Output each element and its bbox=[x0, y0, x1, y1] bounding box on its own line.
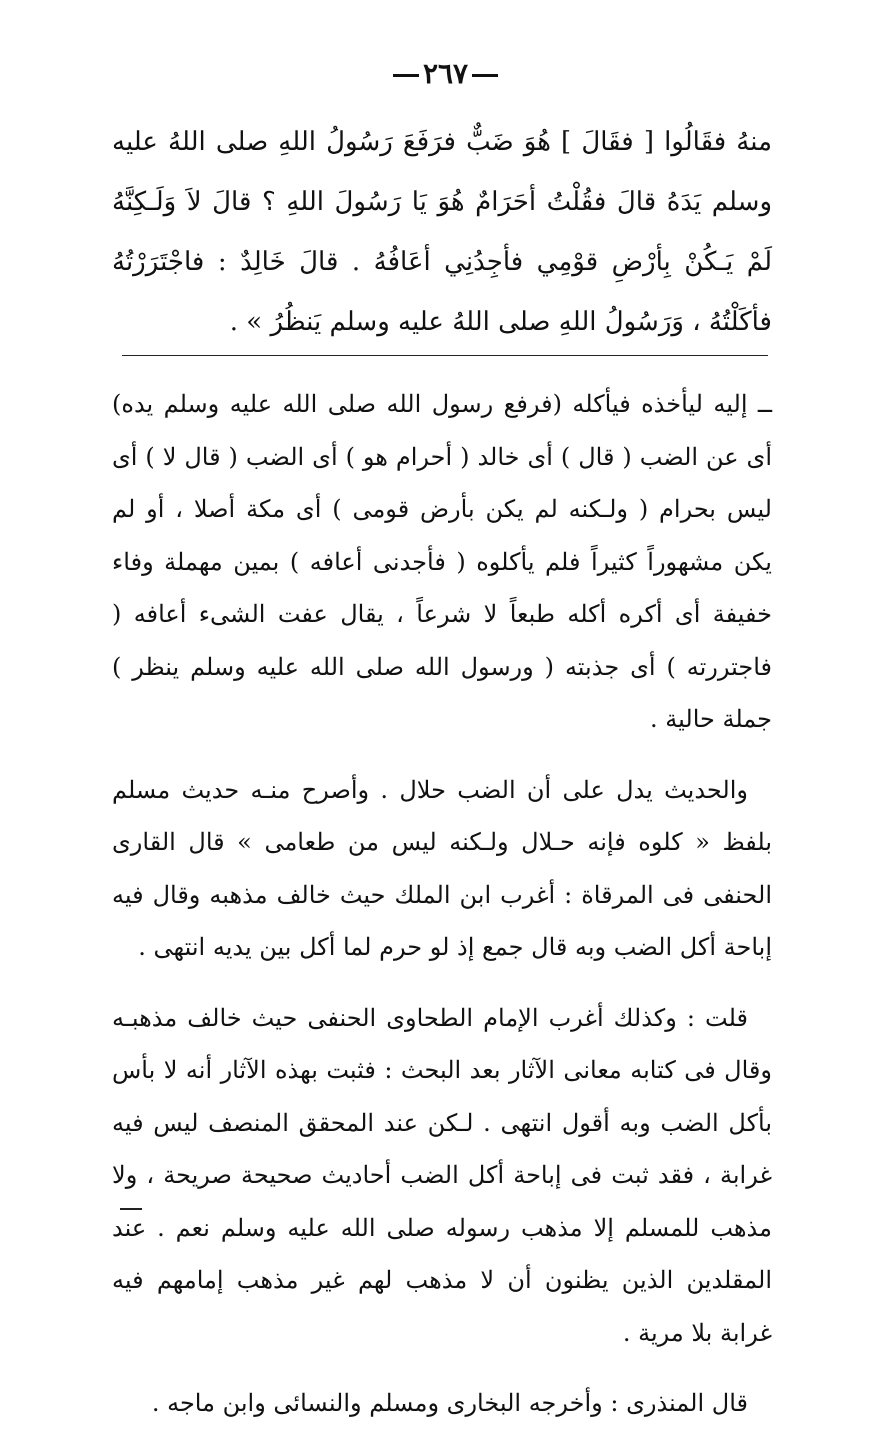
commentary-paragraph-2: والحديث يدل على أن الضب حلال . وأصرح منـه حديث مسلم بلفظ « كلوه فإنه حـلال ولـكنه ليس من طعامى » قال القارى الحنفى فى المرقاة : أغرب ابن الملك حيث خالف مذهبه وقال فيه إباحة أكل الضب وبه قال جمع إذ لو حرم لما أكل بين يديه انتهى . bbox=[112, 775, 772, 961]
commentary-paragraph-3: قلت : وكذلك أغرب الإمام الطحاوى الحنفى حيث خالف مذهبـه وقال فى كتابه معانى الآثار بعد البحث : فثبت بهذه الآثار أنه لا بأس بأكل الضب وبه أقول انتهى . لـكن عند المحقق المنصف ليس فيه غرابة ، فقد ثبت فى إباحة أكل الضب أحاديث صحيحة صريحة ، ولا مذهب للمسلم إلا مذهب رسوله صلى الله عليه وسلم نعم . عند المقلدين الذين يظنون أن لا مذهب لهم غير مذهب إمامهم فيه غرابة بلا مرية . bbox=[112, 1003, 772, 1347]
commentary-paragraph-1: ــ إليه ليأخذه فيأكله (فرفع رسول الله صلى الله عليه وسلم يده) أى عن الضب ( قال ) أى خالد ( أحرام هو ) أى الضب ( قال لا ) أى ليس بحرام ( ولـكنه لم يكن بأرض قومى ) أى مكة أصلا ، أو لم يكن مشهوراً كثيراً فلم يأكلوه ( فأجدنى أعافه ) بمين مهملة وفاء خفيفة أى أكره أكله طبعاً لا شرعاً ، يقال عفت الشىء أعافه ( فاجتررته ) أى جذبته ( ورسول الله صلى الله عليه وسلم ينظر ) جملة حالية . bbox=[112, 390, 772, 733]
commentary-block bbox=[112, 378, 772, 1430]
commentary-paragraph-4: قال المنذرى : وأخرجه البخارى ومسلم والنسائى وابن ماجه . bbox=[151, 1389, 748, 1417]
hadith-paragraph: منهُ فقَالُوا [ فقَالَ ] هُوَ ضَبٌّ فرَفَعَ رَسُولُ اللهِ صلى اللهُ عليه وسلم يَدَهُ قالَ فقُلْتُ أحَرَامٌ هُوَ يَا رَسُولَ اللهِ ؟ قالَ لاَ وَلَـكِنَّهُ لَمْ يَـكُنْ بِأرْضِ قوْمِي فأجِدُنِي أعَافُهُ . قالَ خَالِدٌ : فاجْتَرَرْتُهُ فأكَلْتُهُ ، وَرَسُولُ اللهِ صلى اللهُ عليه وسلم يَنظُرُ » . bbox=[112, 127, 772, 337]
continuation-dash bbox=[120, 1208, 142, 1210]
paragraph-gap bbox=[112, 1359, 772, 1377]
page-number-text: ٢٦٧ bbox=[422, 57, 469, 90]
paragraph-gap bbox=[112, 746, 772, 764]
page-number-dash-left bbox=[393, 74, 419, 77]
section-divider bbox=[122, 355, 768, 356]
page-number-dash-right bbox=[472, 74, 498, 77]
page-number bbox=[0, 54, 891, 94]
hadith-text-block bbox=[112, 112, 772, 352]
paragraph-gap bbox=[112, 974, 772, 992]
